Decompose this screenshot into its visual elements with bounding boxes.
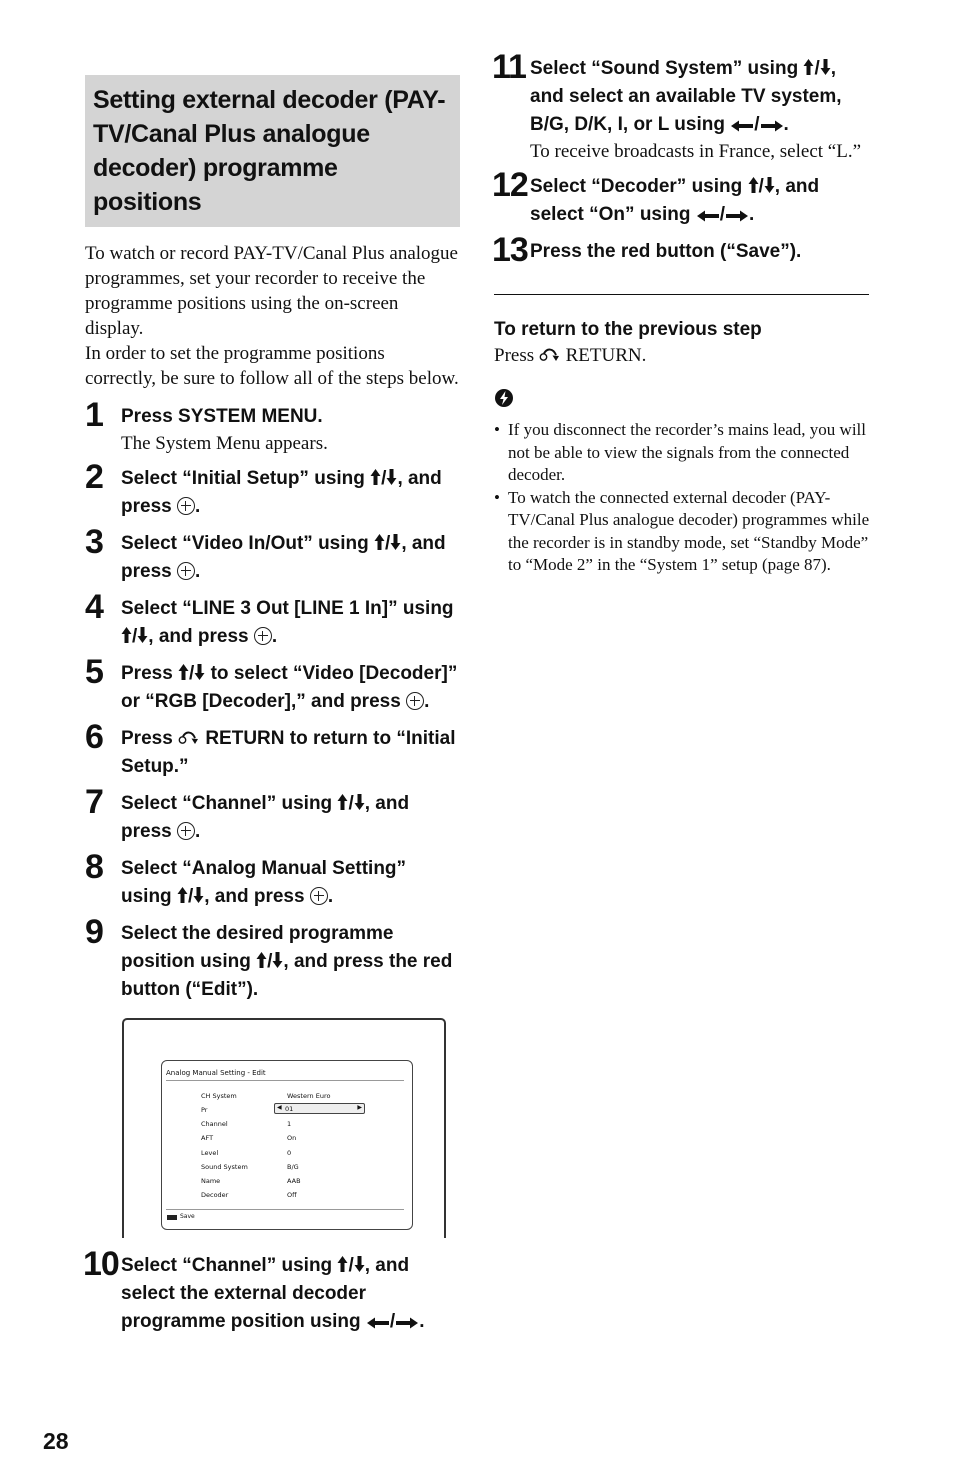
step-1: [85, 396, 460, 456]
step-number: 2: [85, 458, 103, 496]
osd-menu: [161, 1060, 413, 1230]
arrow-up-icon: [256, 951, 267, 969]
step-text-a: Select “LINE 3 Out [LINE 1 In]” using: [121, 598, 454, 619]
notes-list: [494, 419, 870, 577]
step-text-c: .: [194, 496, 201, 517]
page-number: 28: [43, 1428, 69, 1454]
slash: /: [814, 58, 820, 79]
left-arrow-icon: ◀: [277, 1104, 282, 1111]
osd-row-value: AAB: [287, 1177, 301, 1185]
step-instruction: [121, 725, 460, 781]
osd-menu-title: Analog Manual Setting - Edit: [166, 1069, 266, 1077]
left-column: [85, 75, 460, 1345]
note-item: • To watch the connected external decoder (PAY-TV/Canal Plus analogue decoder) programmes while the recorder is in standby mode, set “Standby Mode” to “Mode 2” in the “System 1” setup (page 87).: [494, 487, 870, 577]
osd-row-value: 0: [287, 1149, 292, 1157]
arrow-left-icon: [730, 120, 754, 132]
step-number: 10: [83, 1245, 119, 1283]
step-instruction: [530, 173, 870, 229]
step-number: 12: [492, 166, 528, 204]
slash: /: [189, 663, 195, 684]
enter-button-icon: [406, 692, 424, 710]
step-number: 3: [85, 523, 103, 561]
slash: /: [348, 793, 354, 814]
osd-row-value: B/G: [287, 1163, 299, 1171]
step-text-b: , and press: [204, 886, 310, 907]
arrow-up-icon: [748, 176, 759, 194]
osd-row-value: 1: [287, 1120, 292, 1128]
section-title-box: [85, 75, 460, 227]
step-number: 5: [85, 653, 103, 691]
step-text-b: , and select “On” using: [530, 176, 820, 225]
step-instruction: Press the red button (“Save”).: [530, 241, 802, 262]
return-instruction: [494, 343, 870, 368]
arrow-down-icon: [390, 533, 401, 551]
step-text-a: Select “Decoder” using: [530, 176, 748, 197]
osd-row-value: Off: [287, 1191, 297, 1199]
osd-row-value: 01: [285, 1105, 294, 1113]
step-instruction: [121, 1252, 460, 1336]
step-number: 1: [85, 396, 103, 434]
step-11: [492, 48, 870, 164]
step-number: 8: [85, 848, 103, 886]
slash: /: [719, 204, 726, 225]
step-text-b: , and select an available TV system, B/G, D/K, I, or L using: [530, 58, 842, 135]
note-item: • If you disconnect the recorder’s mains lead, you will not be able to view the signals from the connected decoder.: [494, 419, 870, 487]
arrow-down-icon: [386, 468, 397, 486]
osd-divider: [166, 1080, 404, 1081]
arrow-down-icon: [354, 1255, 365, 1273]
osd-row-value: On: [287, 1134, 297, 1142]
tip-icon: [494, 388, 870, 413]
step-text-c: .: [194, 821, 201, 842]
enter-button-icon: [254, 627, 272, 645]
osd-divider: [166, 1209, 404, 1210]
osd-row-label: Decoder: [201, 1191, 229, 1199]
return-icon: [178, 730, 200, 746]
osd-row-value: Western Euro: [287, 1092, 331, 1100]
osd-footer-save: Save: [180, 1213, 195, 1220]
osd-row-label: Name: [201, 1177, 221, 1185]
arrow-left-icon: [366, 1317, 390, 1329]
return-heading: To return to the previous step: [494, 319, 762, 340]
step-instruction: [121, 920, 460, 1004]
step-3: [85, 523, 460, 586]
section-divider: [494, 294, 869, 295]
step-text-a: Select “Analog Manual Setting” using: [121, 858, 407, 907]
enter-button-icon: [177, 497, 195, 515]
step-text-b: , and press: [121, 468, 442, 517]
step-text-b: to select “Video [Decoder]” or “RGB [Decoder],” and press: [121, 663, 458, 712]
press-text: Press: [494, 345, 535, 366]
slash: /: [389, 1311, 396, 1332]
step-text-c: .: [194, 561, 201, 582]
step-12: [492, 166, 870, 229]
slash: /: [187, 886, 194, 907]
step-text-c: .: [327, 886, 334, 907]
step-number: 7: [85, 783, 103, 821]
step-9: [85, 913, 460, 1004]
step-number: 11: [492, 48, 526, 86]
step-instruction: [121, 660, 460, 716]
step-text-a: Press: [121, 728, 179, 749]
red-button-icon: [167, 1215, 177, 1220]
osd-row-label: Channel: [201, 1120, 228, 1128]
step-10: [83, 1245, 460, 1336]
step-text-a: Select “Video In/Out” using: [121, 533, 375, 554]
arrow-up-icon: [121, 626, 132, 644]
step-text-a: Select “Channel” using: [121, 793, 338, 814]
return-icon: [539, 347, 561, 363]
step-text-b: RETURN to return to “Initial Setup.”: [121, 728, 456, 777]
step-text-a: Select “Sound System” using: [530, 58, 804, 79]
osd-row-label: Pr: [201, 1106, 208, 1114]
arrow-down-icon: [354, 793, 365, 811]
step-result: To receive broadcasts in France, select “L.”: [530, 141, 862, 162]
arrow-down-icon: [194, 663, 205, 681]
step-text-a: Press: [121, 663, 179, 684]
slash: /: [758, 176, 764, 197]
step-text-c: .: [271, 626, 278, 647]
slash: /: [385, 533, 391, 554]
enter-button-icon: [177, 822, 195, 840]
step-8: [85, 848, 460, 911]
arrow-down-icon: [820, 58, 831, 76]
enter-button-icon: [177, 562, 195, 580]
step-text-c: .: [749, 204, 755, 225]
step-7: [85, 783, 460, 846]
step-5: [85, 653, 460, 716]
step-text-c: .: [419, 1311, 425, 1332]
step-instruction: [530, 55, 870, 139]
intro-paragraph: [85, 241, 460, 391]
right-arrow-icon: ▶: [357, 1104, 362, 1111]
arrow-right-icon: [760, 120, 784, 132]
step-13: [492, 231, 870, 269]
arrow-down-icon: [272, 951, 283, 969]
return-text: RETURN.: [565, 345, 647, 366]
step-number: 4: [85, 588, 103, 626]
arrow-down-icon: [137, 626, 148, 644]
intro-text-2: In order to set the programme positions correctly, be sure to follow all of the steps below.: [85, 343, 459, 389]
step-instruction: Press SYSTEM MENU.: [121, 406, 323, 427]
tv-screen-illustration: [122, 1018, 446, 1238]
arrow-up-icon: [177, 886, 188, 904]
arrow-right-icon: [395, 1317, 419, 1329]
step-number: 13: [492, 231, 528, 269]
step-instruction: [121, 790, 460, 846]
arrow-up-icon: [374, 533, 385, 551]
arrow-up-icon: [803, 58, 814, 76]
step-6: [85, 718, 460, 781]
osd-row-label: CH System: [201, 1092, 237, 1100]
step-text-a: Select “Channel” using: [121, 1255, 338, 1276]
osd-selection-box: [274, 1103, 365, 1114]
arrow-up-icon: [178, 663, 189, 681]
step-text-c: .: [424, 691, 430, 712]
slash: /: [132, 626, 138, 647]
arrow-left-icon: [696, 210, 720, 222]
slash: /: [754, 114, 760, 135]
step-text-c: .: [783, 114, 789, 135]
arrow-up-icon: [337, 1255, 348, 1273]
osd-row-label: Level: [201, 1149, 219, 1157]
step-number: 6: [85, 718, 103, 756]
osd-row-label: Sound System: [201, 1163, 248, 1171]
step-text-b: , and press: [121, 793, 410, 842]
step-text-a: Select “Initial Setup” using: [121, 468, 371, 489]
intro-text-1: To watch or record PAY-TV/Canal Plus analogue programmes, set your recorder to receive the programme positions using the on-screen display.: [85, 243, 458, 339]
step-4: [85, 588, 460, 651]
enter-button-icon: [310, 887, 328, 905]
step-result: The System Menu appears.: [121, 433, 328, 454]
step-instruction: [121, 855, 460, 911]
slash: /: [381, 468, 387, 489]
arrow-down-icon: [764, 176, 775, 194]
step-text-b: , and press: [121, 533, 446, 582]
step-text-b: , and press the red button (“Edit”).: [121, 951, 453, 1000]
step-instruction: [121, 465, 460, 521]
slash: /: [267, 951, 273, 972]
step-text-b: , and select the external decoder programme position using: [121, 1255, 410, 1332]
step-2: [85, 458, 460, 521]
arrow-up-icon: [337, 793, 348, 811]
step-instruction: [121, 530, 460, 586]
step-instruction: [121, 595, 460, 651]
step-number: 9: [85, 913, 103, 951]
section-title: Setting external decoder (PAY-TV/Canal Plus analogue decoder) programme positions: [93, 86, 446, 216]
step-text-a: Select the desired programme position using: [121, 923, 394, 972]
arrow-right-icon: [725, 210, 749, 222]
osd-row-label: AFT: [201, 1134, 214, 1142]
right-column: [492, 48, 870, 577]
arrow-up-icon: [370, 468, 381, 486]
slash: /: [348, 1255, 354, 1276]
step-text-b: , and press: [148, 626, 254, 647]
arrow-down-icon: [193, 886, 204, 904]
